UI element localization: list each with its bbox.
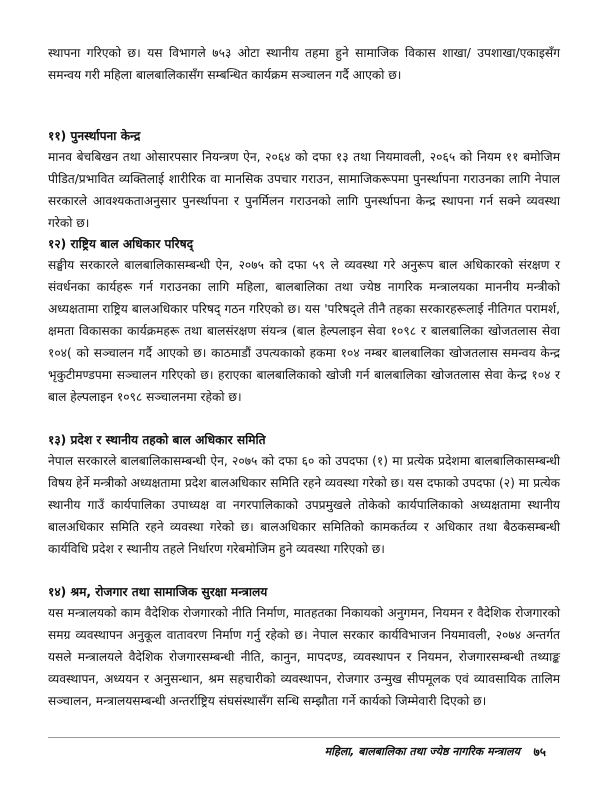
section-14-body: यस मन्त्रालयको काम वैदेशिक रोजगारको नीति निर्माण, मातहतका निकायको अनुगमन, नियमन र वैदेशिक रोजगारको समग्र व्यवस्थापन अनुकूल वातावरण निर्माण गर्नु रहेको छ। नेपाल सरकार कार्यविभाजन नियमावली, २०७४ अन्तर्गत यसले मन्त्रालयले वैदेशिक रोजगारसम्बन्धी नीति, कानुन, मापदण्ड, व्यवस्थापन र नियमन, रोजगारसम्बन्धी तथ्याङ्क व्यवस्थापन, अध्ययन र अनुसन्धान, श्रम सहचारीको व्यवस्थापन, रोजगार उन्मुख सीपमूलक एवं व्यावसायिक तालिम सञ्चालन, मन्त्रालयसम्बन्धी अन्तर्राष्ट्रिय संघसंस्थासँग सन्धि सम्झौता गर्ने कार्यको जिम्मेवारी दिएको छ। (48, 606, 560, 708)
footer-divider (48, 737, 560, 738)
section-13-heading: १३) प्रदेश र स्थानीय तहको बाल अधिकार समिति (48, 433, 266, 447)
section-11-heading: ११) पुनर्स्थापना केन्द्र (48, 129, 141, 143)
intro-paragraph: स्थापना गरिएको छ। यस विभागले ७५३ ओटा स्थानीय तहमा हुने सामाजिक विकास शाखा/ उपशाखा/एकाइसँग समन्वय गरी महिला बालबालिकासँग सम्बन्धित कार्यक्रम सञ्चालन गर्दै आएको छ। (48, 46, 560, 82)
page-number: ७५ (533, 745, 546, 759)
section-11-body: मानव बेचबिखन तथा ओसारपसार नियन्त्रण ऐन, २०६४ को दफा १३ तथा नियमावली, २०६५ को नियम ११ बमोजिम पीडित/प्रभावित व्यक्तिलाई शारीरिक वा मानसिक उपचार गराउन, सामाजिकरूपमा पुनर्स्थापना गराउनका लागि नेपाल सरकारले आवश्यकताअनुसार पुनर्स्थापना र पुनर्मिलन गराउनको लागि पुनर्स्थापना केन्द्र स्थापना गर्न सक्ने व्यवस्था गरेको छ। (48, 150, 560, 230)
section-14-heading: १४) श्रम, रोजगार तथा सामाजिक सुरक्षा मन्त्रालय (48, 585, 268, 599)
footer-ministry-title: महिला, बालबालिका तथा ज्येष्ठ नागरिक मन्त्रालय (324, 745, 520, 758)
section-12-body: सङ्घीय सरकारले बालबालिकासम्बन्धी ऐन, २०७५ को दफा ५९ ले व्यवस्था गरे अनुरूप बाल अधिकारको संरक्षण र संवर्धनका कार्यहरू गर्न गराउनका लागि महिला, बालबालिका तथा ज्येष्ठ नागरिक मन्त्रालयका माननीय मन्त्रीको अध्यक्षतामा राष्ट्रिय बालअधिकार परिषद् गठन गरिएको छ। यस 'परिषद्ले तीनै तहका सरकारहरूलाई नीतिगत परामर्श, क्षमता विकासका कार्यक्रमहरू तथा बालसंरक्षण संयन्त्र (बाल हेल्पलाइन सेवा १०९८ र बालबालिका खोजतलास सेवा १०४( को सञ्चालन गर्दै आएको छ। काठमाडौं उपत्यकाको हकमा १०४ नम्बर बालबालिका खोजतलास समन्वय केन्द्र भृकुटीमण्डपमा सञ्चालन गरिएको छ। हराएका बालबालिकाको खोजी गर्न बालबालिका खोजतलास सेवा केन्द्र १०४ र बाल हेल्पलाइन १०९८ सञ्चालनमा रहेको छ। (48, 258, 560, 404)
section-12-heading: १२) राष्ट्रिय बाल अधिकार परिषद् (48, 237, 194, 251)
section-13-body: नेपाल सरकारले बालबालिकासम्बन्धी ऐन, २०७५ को दफा ६० को उपदफा (१) मा प्रत्येक प्रदेशमा बालबालिकासम्बन्धी विषय हेर्ने मन्त्रीको अध्यक्षतामा प्रदेश बालअधिकार समिति रहने व्यवस्था गरेको छ। यस दफाको उपदफा (२) मा प्रत्येक स्थानीय गाउँ कार्यपालिका उपाध्यक्ष वा नगरपालिकाको उपप्रमुखले तोकेको कार्यपालिकाको अध्यक्षतामा स्थानीय बालअधिकार समिति रहने व्यवस्था गरेको छ। बालअधिकार समितिको कामकर्तव्य र अधिकार तथा बैठकसम्बन्धी कार्यविधि प्रदेश र स्थानीय तहले निर्धारण गरेबमोजिम हुने व्यवस्था गरिएको छ। (48, 454, 560, 556)
